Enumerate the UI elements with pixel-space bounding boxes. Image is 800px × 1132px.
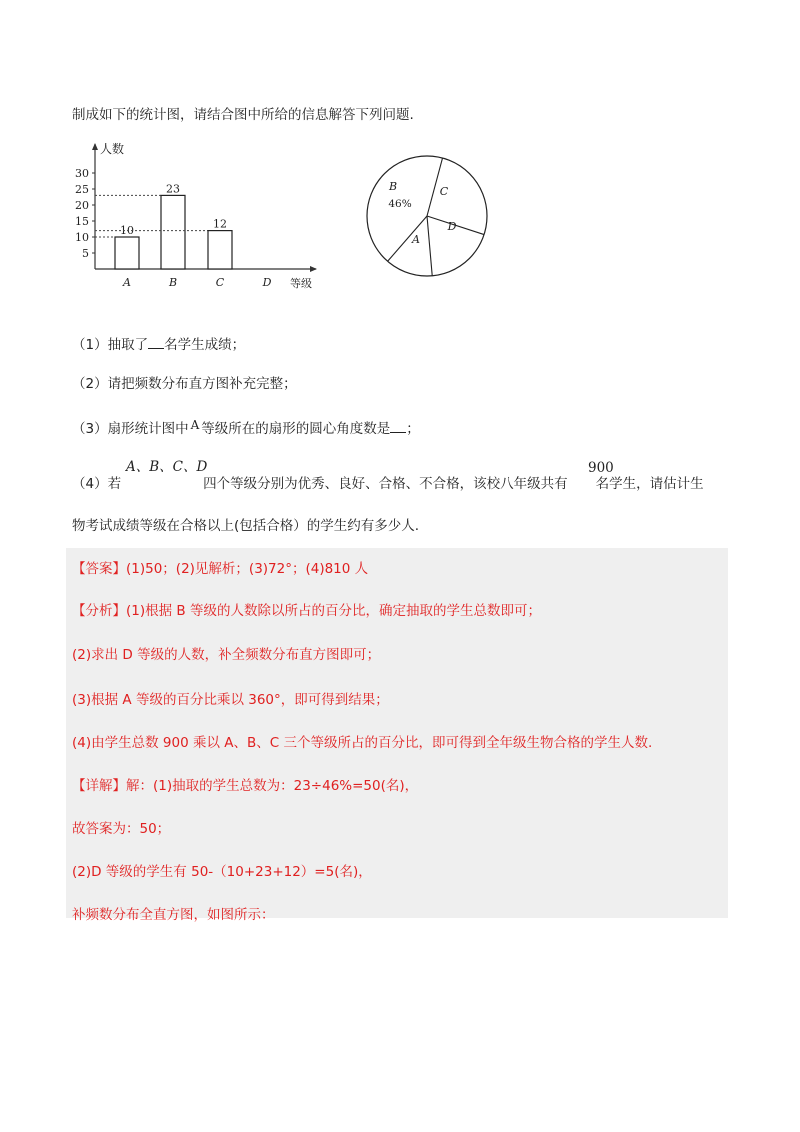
q3-blank: [390, 420, 406, 433]
y-tick-label: 10: [75, 231, 89, 244]
y-tick-label: 15: [75, 215, 89, 228]
bar: [208, 231, 232, 269]
q4-text-a: （4）若: [72, 476, 122, 492]
y-tick-label: 20: [75, 199, 89, 212]
pie-slice-label: D: [447, 220, 457, 233]
q3-var: A: [190, 418, 200, 432]
y-tick-label: 25: [75, 183, 89, 196]
q3-text-c: ；: [406, 421, 420, 437]
x-tick-label: B: [168, 276, 178, 289]
bar-data-label: 12: [213, 217, 227, 231]
q4-text-c: 名学生，请估计生: [595, 476, 704, 492]
x-axis-arrow: [310, 266, 317, 272]
x-tick-label: A: [123, 276, 131, 289]
q3-text-a: （3）扇形统计图中: [72, 421, 189, 437]
question-2: （2）请把频数分布直方图补充完整；: [72, 376, 297, 392]
y-tick-label: 5: [82, 247, 89, 260]
question-3: [72, 417, 420, 437]
analysis-line-2: (2)求出 D 等级的人数，补全频数分布直方图即可；: [72, 647, 381, 663]
q1-blank: [148, 336, 164, 349]
detail-line-3: (2)D 等级的学生有 50-（10+23+12）=5(名)，: [72, 864, 372, 880]
y-axis-label: 人数: [100, 142, 125, 156]
q4-text-b: 四个等级分别为优秀、良好、合格、不合格，该校八年级共有: [203, 476, 568, 492]
bar: [115, 237, 139, 269]
analysis-line-4: (4)由学生总数 900 乘以 A、B、C 三个等级所占的百分比，即可得到全年级生物合格的学生人数.: [72, 735, 653, 751]
bar-chart-root: [75, 141, 317, 290]
pie-annotation: 46%: [388, 198, 412, 210]
x-tick-label: C: [215, 276, 225, 289]
q1-text-b: 名学生成绩；: [164, 337, 246, 353]
detail-line-4: 补频数分布全直方图，如图所示：: [72, 907, 275, 923]
bar-data-label: 10: [120, 224, 134, 237]
x-tick-label: D: [262, 276, 272, 289]
pie-chart: [362, 152, 492, 282]
pie-slice-label: B: [388, 180, 398, 193]
detail-line-1: 【详解】解：(1)抽取的学生总数为：23÷46%=50(名)，: [72, 778, 419, 794]
detail-line-2: 故答案为：50；: [72, 821, 171, 837]
pie-chart-root: [367, 156, 487, 276]
analysis-line-1: 【分析】(1)根据 B 等级的人数除以所占的百分比，确定抽取的学生总数即可；: [72, 603, 541, 619]
bar: [161, 195, 185, 269]
question-4: [72, 472, 704, 492]
question-1: [72, 333, 245, 353]
bar-data-label: 23: [166, 182, 180, 196]
bar-chart: [70, 138, 330, 296]
q4-num: 900: [588, 460, 614, 476]
q3-text-b: 等级所在的扇形的圆心角度数是: [201, 421, 391, 437]
answer-line: 【答案】(1)50；(2)见解析；(3)72°；(4)810 人: [72, 561, 369, 577]
pie-slice-label: C: [439, 185, 449, 198]
q1-text-a: （1）抽取了: [72, 337, 149, 353]
question-4-cont: 物考试成绩等级在合格以上(包括合格）的学生约有多少人.: [72, 518, 420, 534]
q4-vars: A、B、C、D: [126, 459, 208, 475]
y-tick-label: 30: [75, 167, 89, 180]
analysis-line-3: (3)根据 A 等级的百分比乘以 360°，即可得到结果；: [72, 692, 389, 708]
intro-text: 制成如下的统计图，请结合图中所给的信息解答下列问题.: [72, 107, 414, 123]
pie-slice-label: A: [412, 233, 420, 246]
x-axis-label: 等级: [290, 277, 312, 290]
y-axis-arrow: [92, 143, 98, 150]
